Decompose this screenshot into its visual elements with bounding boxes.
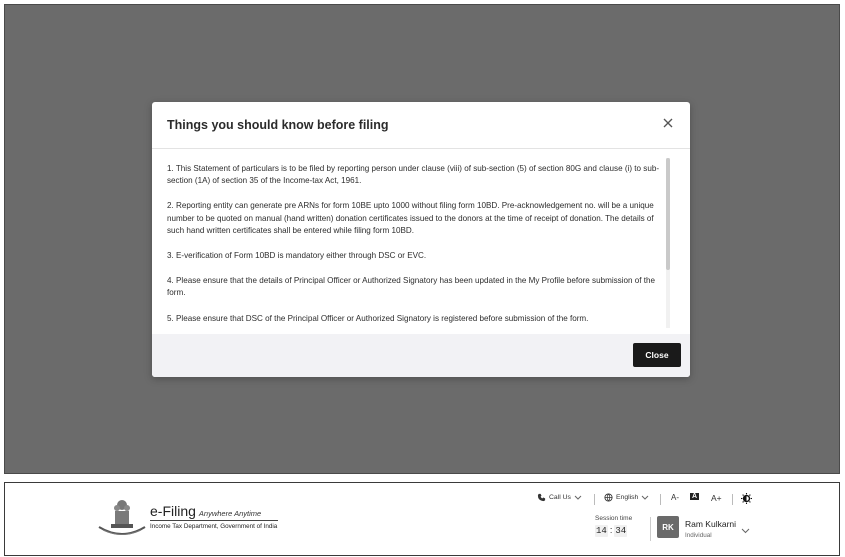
modal-header (152, 102, 690, 149)
emblem-logo (97, 497, 147, 537)
chevron-down-icon (574, 495, 582, 501)
list-item: 5. Please ensure that DSC of the Principal Officer or Authorized Signatory is registered before submission of the form. (167, 313, 589, 323)
brand[interactable] (150, 503, 261, 521)
session-minutes: 14 (596, 526, 607, 536)
call-us-label: Call Us (549, 494, 571, 501)
font-decrease-button[interactable] (671, 493, 679, 502)
divider (650, 517, 651, 541)
site-header (4, 482, 840, 556)
session-seconds: 34 (615, 526, 627, 536)
language-select[interactable] (604, 493, 649, 502)
chevron-down-icon[interactable] (741, 521, 750, 539)
font-increase-button[interactable] (711, 493, 722, 503)
scrollbar-thumb[interactable] (666, 158, 670, 270)
avatar[interactable]: RK (657, 516, 679, 538)
close-button[interactable]: Close (633, 343, 681, 367)
call-us-menu[interactable] (537, 493, 582, 502)
font-normal-button[interactable] (690, 493, 699, 500)
language-label: English (616, 494, 639, 501)
session-timer (595, 525, 627, 537)
phone-icon (537, 493, 546, 502)
info-modal (152, 102, 690, 377)
timer-colon: : (609, 525, 613, 535)
font-normal-label: A (692, 493, 698, 500)
list-item: 3. E-verification of Form 10BD is mandatory either through DSC or EVC. (167, 251, 427, 261)
theme-toggle[interactable] (741, 493, 752, 504)
list-item: 1. This Statement of particulars is to be filed by reporting person under clause (viii) of sub-section (5) of section 80G and clause (i) to sub-section (1A) of section 35 of the Income-tax Act, 1961. (167, 164, 660, 186)
list-item: 2. Reporting entity can generate pre ARNs for form 10BE upto 1000 without filing form 10BD. Pre-acknowledgement no. will be a unique number to be quoted on manual (hand written) donation certificates issued to the donors at the time of receipt of donation. The details of such hand written certificates shall be entered while filing form 10BD. (167, 201, 654, 235)
modal-footer (152, 334, 690, 377)
font-decrease-label: A- (671, 493, 679, 502)
user-role: Individual (685, 532, 712, 539)
department-name: Income Tax Department, Government of India (150, 523, 278, 530)
modal-title: Things you should know before filing (167, 118, 389, 132)
session-time-label: Session time (595, 515, 633, 522)
brand-divider (150, 520, 278, 521)
brand-name: e-Filing (150, 503, 196, 519)
divider (660, 494, 661, 505)
globe-icon (604, 493, 613, 502)
user-name[interactable]: Ram Kulkarni (685, 519, 737, 529)
points-list (167, 163, 662, 334)
list-item: 4. Please ensure that the details of Principal Officer or Authorized Signatory has been updated in the My Profile before submission of the form. (167, 276, 656, 298)
divider (594, 494, 595, 505)
font-increase-label: A+ (711, 493, 722, 503)
contrast-icon (741, 493, 752, 504)
close-icon[interactable] (660, 115, 676, 131)
brand-tagline: Anywhere Anytime (198, 509, 262, 518)
chevron-down-icon (641, 495, 649, 501)
divider (732, 494, 733, 505)
modal-body (152, 149, 690, 334)
